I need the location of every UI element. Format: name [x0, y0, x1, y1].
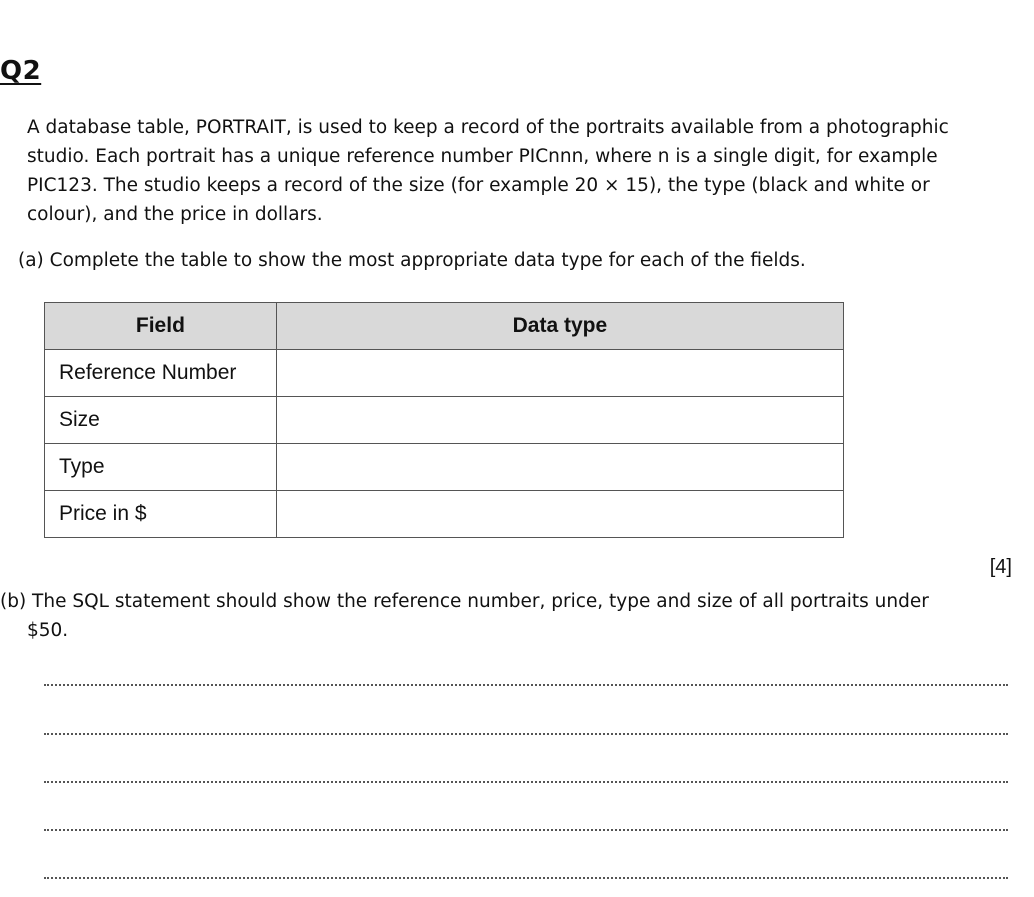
part-b-instruction — [0, 587, 1034, 645]
field-cell: Size — [45, 397, 277, 444]
header-data-type: Data type — [276, 303, 843, 350]
intro-line-3: PIC123. The studio keeps a record of the size (for example 20 × 15), the type (black and white or — [27, 175, 930, 196]
field-cell: Type — [45, 444, 277, 491]
part-a-instruction: (a) Complete the table to show the most appropriate data type for each of the fields. — [18, 250, 806, 271]
header-field: Field — [45, 303, 277, 350]
data-type-table — [44, 302, 844, 538]
answer-line-4[interactable] — [44, 829, 1008, 831]
part-b-line-2: $50. — [27, 620, 69, 641]
data-type-answer-cell[interactable] — [276, 444, 843, 491]
table-row — [45, 350, 844, 397]
answer-line-5[interactable] — [44, 877, 1008, 879]
table-row — [45, 397, 844, 444]
answer-line-1[interactable] — [44, 684, 1008, 686]
field-cell: Reference Number — [45, 350, 277, 397]
data-type-answer-cell[interactable] — [276, 350, 843, 397]
question-intro — [27, 113, 1027, 229]
marks-part-a: [4] — [989, 556, 1012, 578]
table-header-row — [45, 303, 844, 350]
answer-line-2[interactable] — [44, 733, 1008, 735]
answer-line-3[interactable] — [44, 781, 1008, 783]
intro-line-2: studio. Each portrait has a unique reference number PICnnn, where n is a single digit, for example — [27, 146, 938, 167]
question-number: Q2 — [0, 56, 42, 86]
intro-line-4: colour), and the price in dollars. — [27, 204, 323, 225]
part-b-line-1: (b) The SQL statement should show the reference number, price, type and size of all portraits under — [0, 591, 929, 612]
intro-line-1: A database table, PORTRAIT, is used to keep a record of the portraits available from a photographic — [27, 117, 949, 138]
table-row — [45, 491, 844, 538]
data-type-answer-cell[interactable] — [276, 491, 843, 538]
data-type-answer-cell[interactable] — [276, 397, 843, 444]
table-row — [45, 444, 844, 491]
field-cell: Price in $ — [45, 491, 277, 538]
